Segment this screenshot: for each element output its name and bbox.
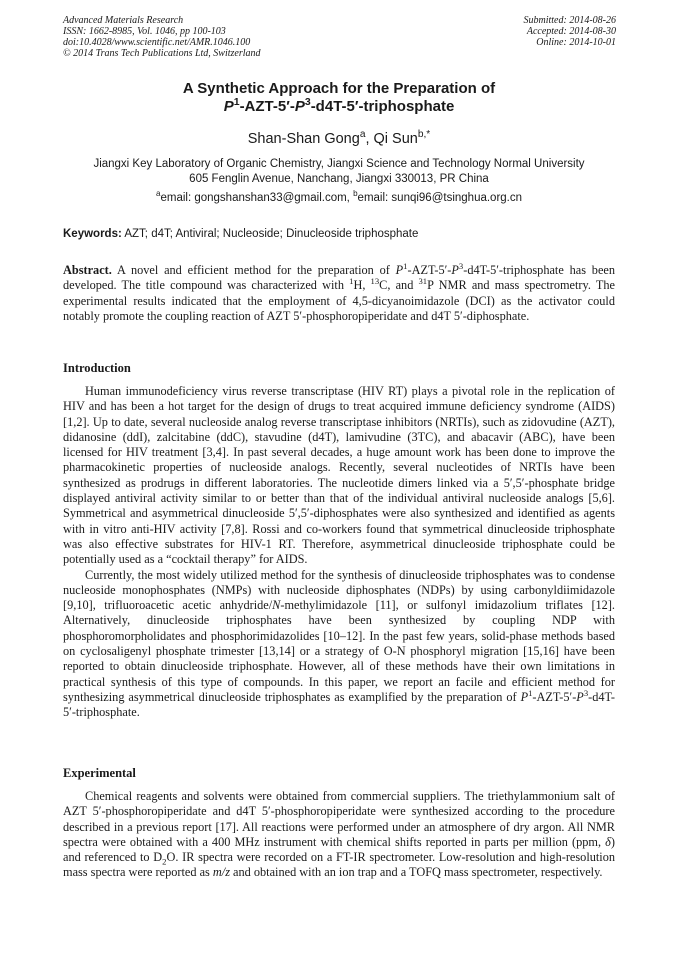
intro-paragraph-2 (63, 568, 615, 721)
email-b-sup: b (353, 189, 358, 199)
abstract-p1: P (395, 263, 404, 277)
online-date: Online: 2014-10-01 (536, 37, 616, 48)
exp-text-4: and obtained with an ion trap and a TOFQ mass spectrometer, respectively. (229, 865, 603, 880)
affiliation-line-2: 605 Fenglin Avenue, Nanchang, Jiangxi 330013, PR China (189, 173, 489, 185)
affiliation-line-1: Jiangxi Key Laboratory of Organic Chemistry, Jiangxi Science and Technology Normal University (93, 158, 585, 170)
abstract (63, 260, 616, 324)
title-end: -d4T-5′-triphosphate (310, 98, 455, 115)
submitted-date: Submitted: 2014-08-26 (523, 15, 616, 26)
abstract-h: H, (353, 278, 371, 293)
author-sep: , (365, 131, 374, 147)
title-sup1: 1 (233, 96, 240, 108)
introduction-body (63, 384, 615, 721)
email-a: email: gongshanshan33@gmail.com, (160, 192, 354, 204)
affiliation (0, 157, 678, 187)
email-line (0, 189, 678, 204)
keywords-text: AZT; d4T; Antiviral; Nucleoside; Dinucleoside triphosphate (121, 228, 419, 240)
journal-name: Advanced Materials Research (63, 15, 184, 26)
issn-line: ISSN: 1662-8985, Vol. 1046, pp 100-103 (63, 26, 226, 37)
keywords-label: Keywords: (63, 228, 122, 240)
exp-text-3: O. IR spectra were recorded on a FT-IR spectrometer. Low-resolution and high-resolution mass spectra were reported as (63, 850, 616, 880)
title-p3: P (294, 98, 305, 115)
author-1: Shan-Shan Gong (247, 131, 360, 147)
intro-p2-a: Currently, the most widely utilized method for the synthesis of dinucleoside triphosphates was to condense nucleoside monophosphates (NMPs) with nucleoside diphosphates (NDPs) by using carbonyldiimidazole [9,10], trifluoroacetic acetic anhydride/ (63, 567, 615, 613)
title-line-2 (0, 98, 678, 116)
intro-p2-c: -AZT-5′- (532, 689, 577, 704)
abstract-p3: P (451, 263, 459, 277)
keywords (63, 228, 615, 240)
email-a-sup: a (155, 189, 161, 199)
abstract-s3: 3 (458, 260, 464, 271)
experimental-paragraph (63, 789, 615, 881)
intro-p2-b: -methylimidazole [11], or sulfonyl imidazolium triflates [12]. Alternatively, dinucleoside triphosphates have been synthesized by coupling NDP with phosphoromorpholidates and phosphorimidazolides [10–12]. In the past few years, solid-phase methods based on cyclosaligenyl phosphate trimester [13,14] or a strategy of O-N phosphoryl migration [15,16] have been reported to obtain dinucleoside triphosphate. However, all of these methods have their own limitations in practical synthesis of this type of compounds. In this paper, we report an facile and efficient method for synthesizing asymmetrical dinucleoside triphosphates as examplified by the preparation of (63, 598, 616, 704)
abstract-text-4: P NMR and mass spectrometry. The experimental results indicated that the employment of 4,5-dicyanoimidazole (DCI) as the activator could notably promote the coupling reaction of AZT 5′-phosphoropiperidate and d4T 5′-diphosphate. (63, 278, 615, 323)
author-1-sup: a (359, 129, 366, 141)
email-b: email: sunqi96@tsinghua.org.cn (357, 192, 523, 204)
title-p1: P (223, 98, 234, 115)
abstract-text-2: -AZT-5′- (407, 263, 452, 277)
intro-p2-s1: 1 (528, 687, 533, 698)
exp-text-1: Chemical reagents and solvents were obtained from commercial suppliers. The triethylammonium salt of AZT 5′-phosphoropiperidate and d4T 5′-phosphoropiperidate were synthesized according to the procedure described in a previous report [17]. All reactions were performed under an atmosphere of dry argon. All NMR spectra were obtained with a 400 MHz instrument with chemical shifts reported in parts per million (ppm, (63, 789, 615, 849)
abstract-label: Abstract. (63, 263, 112, 277)
doi-line: doi:10.4028/www.scientific.net/AMR.1046.100 (63, 37, 251, 48)
intro-p2-s3: 3 (583, 687, 589, 698)
abstract-text-1: A novel and efficient method for the preparation of (111, 263, 396, 277)
experimental-body (63, 789, 615, 881)
abstract-text-3: -d4T-5′-triphosphate has been developed. The title compound was characterized with (63, 263, 616, 293)
intro-p2-n: N (272, 598, 281, 613)
abstract-c-sup: 13 (370, 276, 380, 287)
exp-sub2: 2 (162, 856, 167, 867)
intro-p2-p3: P (576, 689, 584, 704)
abstract-p-sup: 31 (418, 276, 428, 287)
exp-delta: δ (605, 834, 611, 849)
introduction-heading: Introduction (63, 361, 131, 375)
intro-p2-p1: P (520, 689, 529, 704)
abstract-c: C, and (379, 278, 419, 293)
intro-p2-d: -d4T-5′-triphosphate. (63, 689, 615, 720)
title-sup3: 3 (304, 96, 311, 108)
intro-paragraph-1: Human immunodeficiency virus reverse transcriptase (HIV RT) plays a pivotal role in the replication of HIV and has been a hot target for the design of drugs to treat acquired immune deficiency syndrome (AIDS) [1,2]. Up to date, several nucleoside analog reverse transcriptase inhibitors (NRTIs), such as zidovudine (AZT), didanosine (ddI), zalcitabine (ddC), stavudine (d4T), lamivudine (3TC), and abacavir (ABC), have been licensed for HIV treatment [3,4]. In past several decades, a huge amount work has been done to improve the pharmacokinetic properties of nucleoside analogs. Recently, several nucleotides of NRTIs have been synthesized as prodrugs in different laboratories. The nucleotide dimers linked via a 5′,5′-phosphate bridge displayed antiviral activity similar to or better than that of the individual antiviral nucleoside analogs [5,6]. Symmetrical and asymmetrical dinucleoside 5′,5′-diphosphates were also synthesized and identified as agents with in vitro anti-HIV activity [7,8]. Rossi and co-workers found that symmetrical dinucleoside triphosphate was also effective substrates for HIV-1 RT. Therefore, asymmetrical dinucleoside triphosphate could be potentially used as a “cocktail therapy” for AIDS. (63, 384, 615, 567)
exp-text-2: ) and referenced to D (63, 834, 615, 865)
title-mid: -AZT-5′- (239, 98, 295, 115)
journal-header-left (63, 15, 261, 59)
experimental-heading: Experimental (63, 766, 136, 780)
paper-title (0, 80, 678, 116)
accepted-date: Accepted: 2014-08-30 (526, 26, 616, 37)
exp-mz: m/z (212, 865, 230, 880)
journal-header-right (524, 15, 617, 48)
abstract-s1: 1 (403, 260, 408, 271)
author-2-sup: b,* (417, 129, 431, 141)
copyright-line: © 2014 Trans Tech Publications Ltd, Switzerland (63, 48, 261, 59)
title-line-1: A Synthetic Approach for the Preparation of (182, 80, 496, 97)
author-2: Qi Sun (373, 131, 418, 147)
author-list (0, 131, 678, 147)
abstract-h-sup: 1 (349, 276, 354, 287)
